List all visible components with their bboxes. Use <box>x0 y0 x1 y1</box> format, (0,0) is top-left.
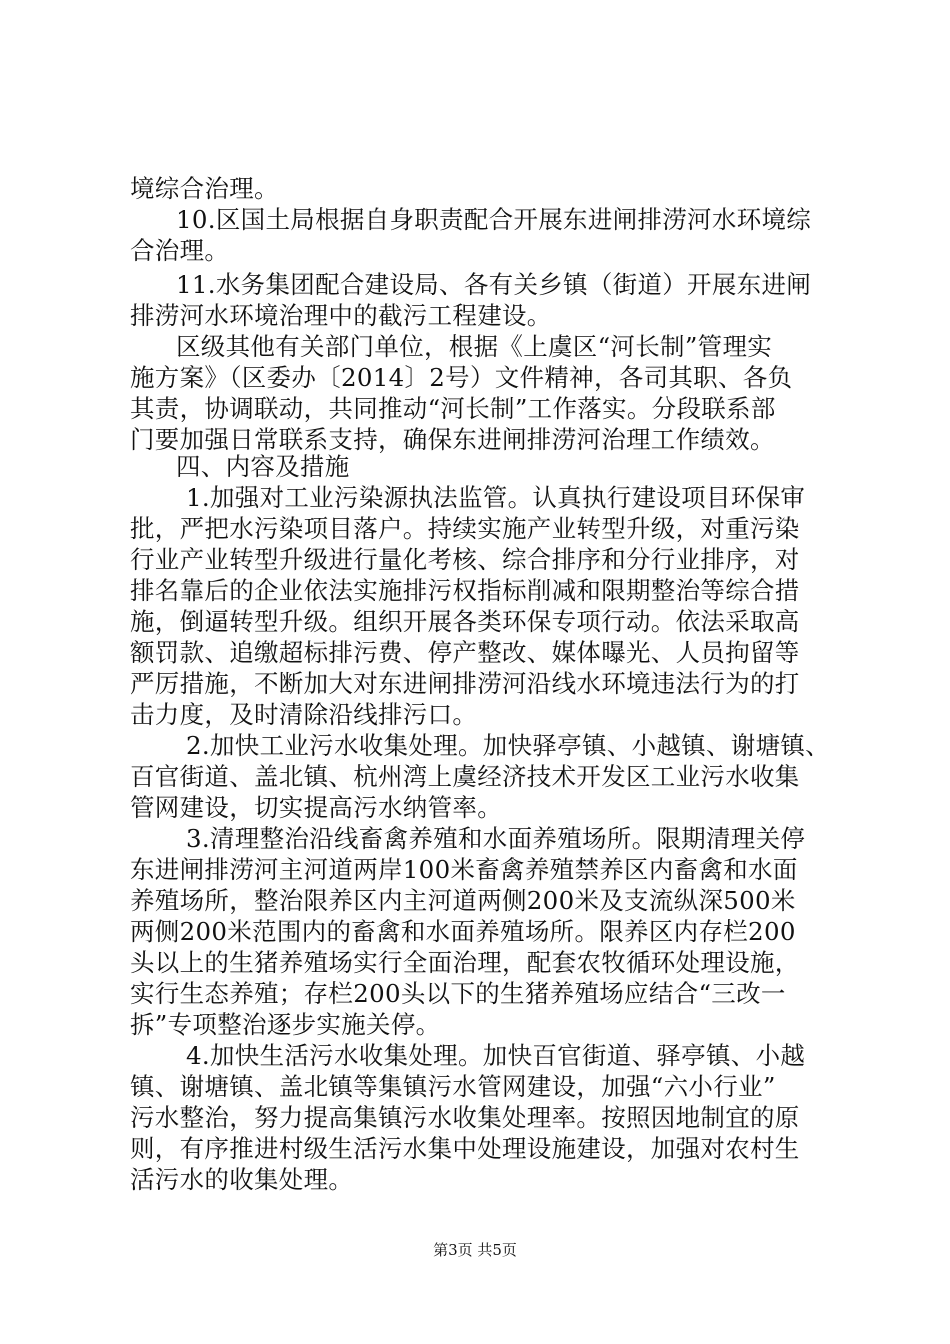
text-line: 其责，协调联动，共同推动“河长制”工作落实。分段联系部 <box>130 394 776 423</box>
text-line: 4.加快生活污水收集处理。加快百官街道、驿亭镇、小越 <box>186 1041 806 1070</box>
text-line: 10.区国土局根据自身职责配合开展东进闸排涝河水环境综 <box>176 205 812 234</box>
text-line: 活污水的收集处理。 <box>130 1165 354 1194</box>
text-line: 击力度，及时清除沿线排污口。 <box>130 700 478 729</box>
text-line: 管网建设，切实提高污水纳管率。 <box>130 793 502 822</box>
text-line: 东进闸排涝河主河道两岸100米畜禽养殖禁养区内畜禽和水面 <box>130 855 798 884</box>
text-line: 境综合治理。 <box>130 174 279 203</box>
section-heading: 四、内容及措施 <box>176 452 350 481</box>
text-line: 合治理。 <box>130 236 230 265</box>
text-line: 2.加快工业污水收集处理。加快驿亭镇、小越镇、谢塘镇、 <box>186 731 830 760</box>
text-line: 区级其他有关部门单位，根据《上虞区“河长制”管理实 <box>176 332 773 361</box>
text-line: 头以上的生猪养殖场实行全面治理，配套农牧循环处理设施， <box>130 948 800 977</box>
text-line: 11.水务集团配合建设局、各有关乡镇（街道）开展东进闸 <box>176 270 812 299</box>
text-line: 实行生态养殖；存栏200头以下的生猪养殖场应结合“三改一 <box>130 979 786 1008</box>
page-footer: 第3页 共5页 <box>433 1241 517 1259</box>
text-line: 则，有序推进村级生活污水集中处理设施建设，加强对农村生 <box>130 1134 800 1163</box>
text-line: 百官街道、盖北镇、杭州湾上虞经济技术开发区工业污水收集 <box>130 762 800 791</box>
text-line: 拆”专项整治逐步实施关停。 <box>130 1010 441 1039</box>
text-line: 镇、谢塘镇、盖北镇等集镇污水管网建设，加强“六小行业” <box>130 1072 776 1101</box>
text-line: 1.加强对工业污染源执法监管。认真执行建设项目环保审 <box>186 483 806 512</box>
text-line: 污水整治，努力提高集镇污水收集处理率。按照因地制宜的原 <box>130 1103 800 1132</box>
text-line: 排名靠后的企业依法实施排污权指标削减和限期整治等综合措 <box>130 576 800 605</box>
text-line: 门要加强日常联系支持，确保东进闸排涝河治理工作绩效。 <box>130 425 775 454</box>
text-line: 额罚款、追缴超标排污费、停产整改、媒体曝光、人员拘留等 <box>130 638 800 667</box>
text-line: 批，严把水污染项目落户。持续实施产业转型升级，对重污染 <box>130 514 800 543</box>
text-line: 行业产业转型升级进行量化考核、综合排序和分行业排序，对 <box>130 545 800 574</box>
text-line: 严厉措施，不断加大对东进闸排涝河沿线水环境违法行为的打 <box>130 669 800 698</box>
text-line: 养殖场所，整治限养区内主河道两侧200米及支流纵深500米 <box>130 886 796 915</box>
text-line: 两侧200米范围内的畜禽和水面养殖场所。限养区内存栏200 <box>130 917 796 946</box>
text-line: 施，倒逼转型升级。组织开展各类环保专项行动。依法采取高 <box>130 607 800 636</box>
text-line: 排涝河水环境治理中的截污工程建设。 <box>130 301 552 330</box>
text-line: 3.清理整治沿线畜禽养殖和水面养殖场所。限期清理关停 <box>186 824 806 853</box>
text-line: 施方案》（区委办〔2014〕2号）文件精神，各司其职、各负 <box>130 363 793 392</box>
